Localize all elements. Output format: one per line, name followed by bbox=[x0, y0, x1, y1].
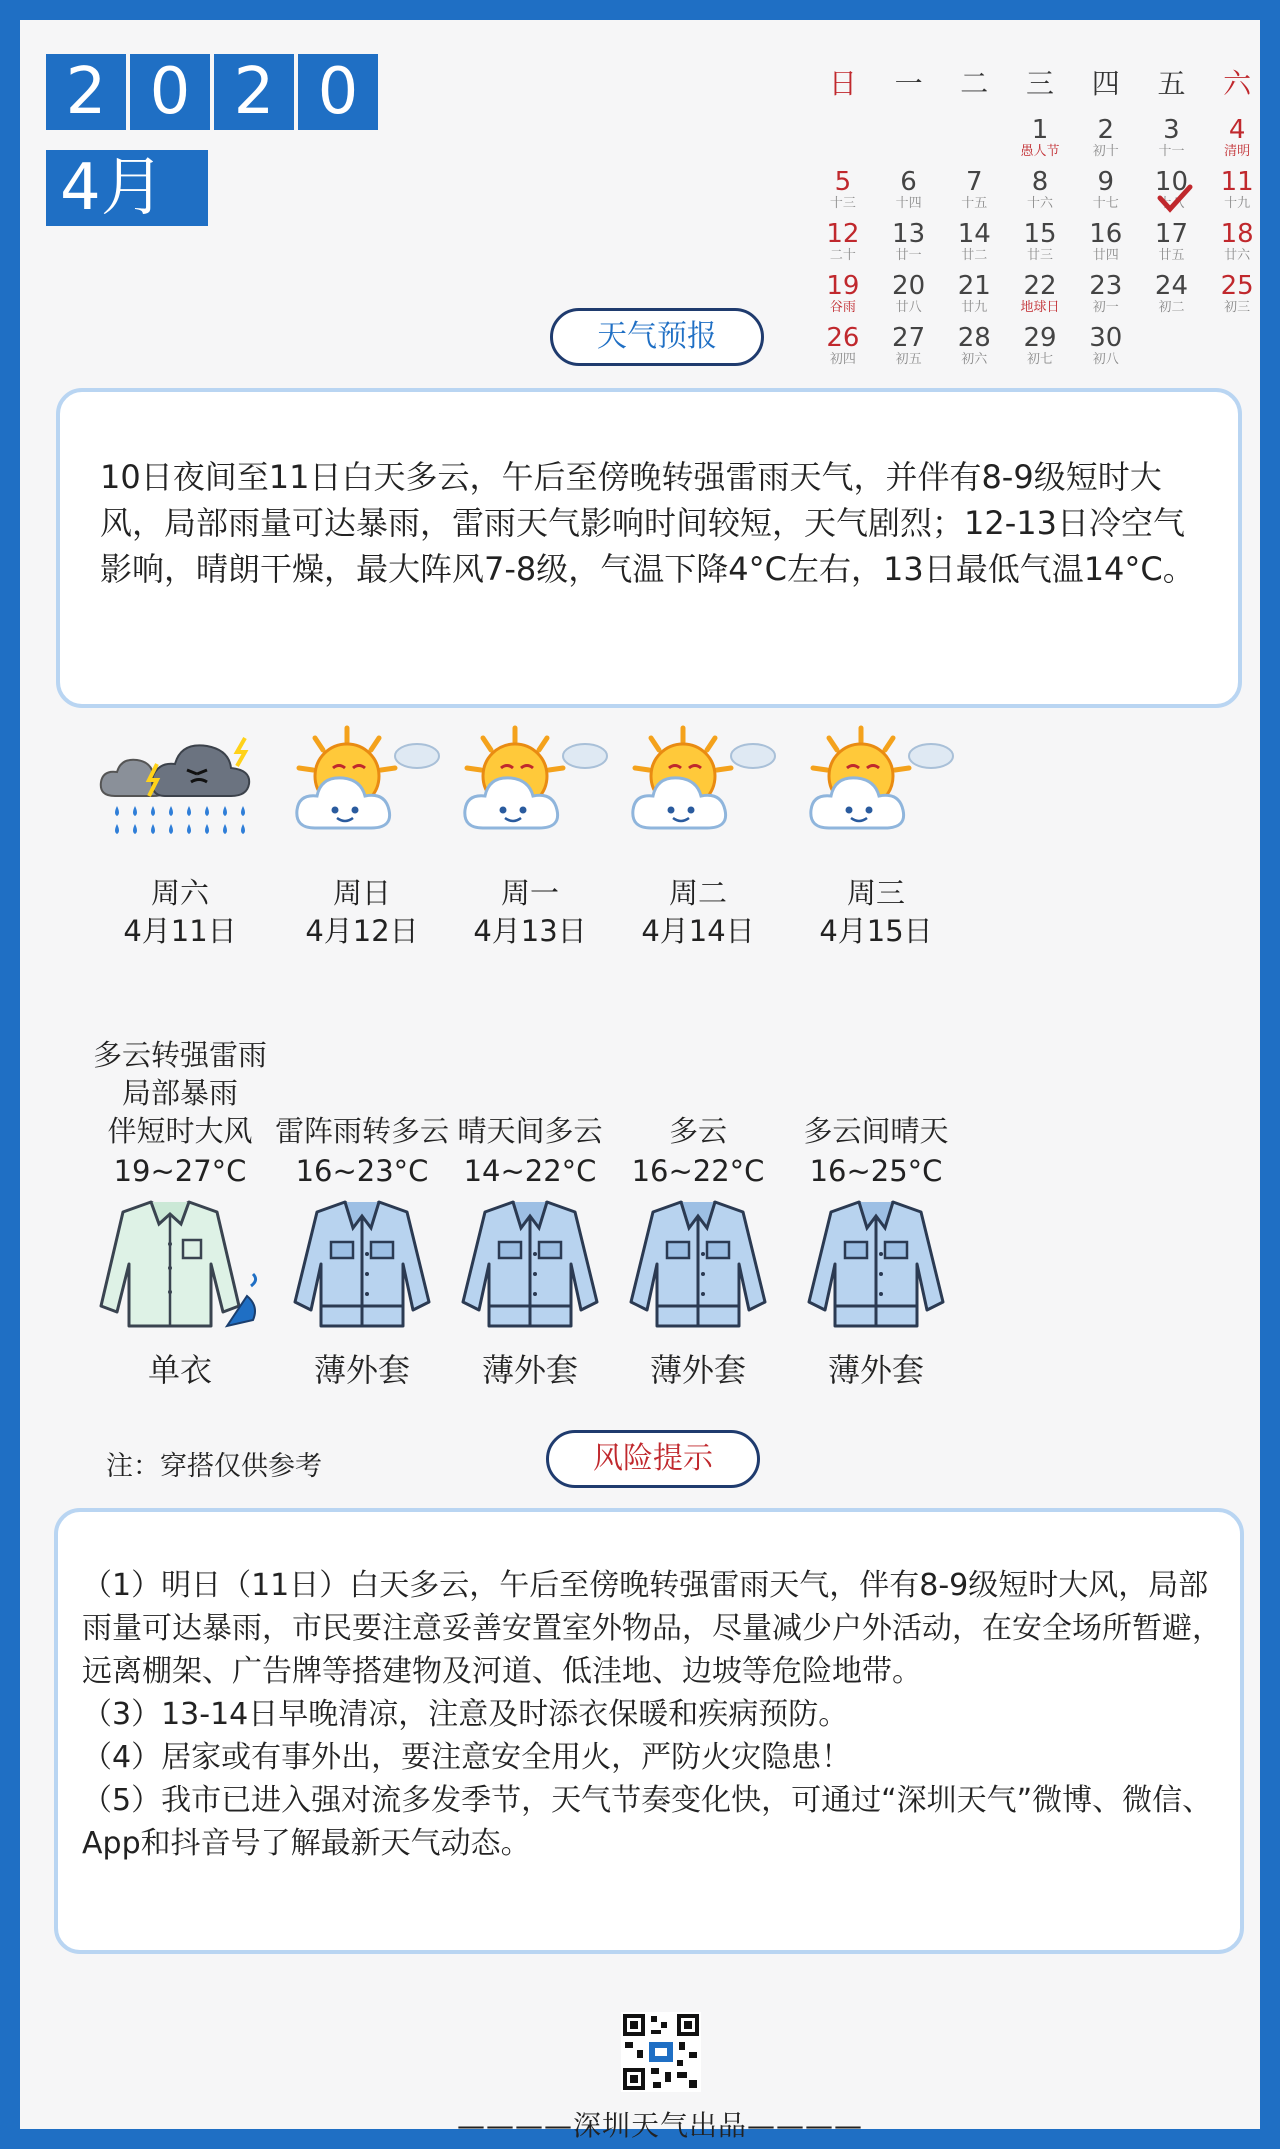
risk-box bbox=[54, 1508, 1244, 1954]
calendar-empty-cell bbox=[876, 116, 942, 168]
calendar-lunar-label: 初三 bbox=[1224, 300, 1251, 315]
forecast-weekday: 周三 bbox=[846, 876, 905, 910]
forecast-temperature: 19~27°C bbox=[113, 1154, 247, 1188]
calendar-body bbox=[810, 116, 1270, 376]
forecast-description-line: 雷阵雨转多云 bbox=[274, 1114, 449, 1148]
calendar-lunar-label: 初八 bbox=[1092, 352, 1119, 367]
calendar-weekday: 二 bbox=[960, 67, 989, 100]
calendar-lunar-label: 十六 bbox=[1027, 196, 1054, 211]
calendar-week bbox=[810, 324, 1270, 376]
calendar-day bbox=[1139, 116, 1205, 168]
forecast-weekday: 周一 bbox=[500, 876, 559, 910]
calendar-lunar-label: 初四 bbox=[829, 352, 856, 367]
forecast-day bbox=[766, 724, 986, 1389]
outfit-label: 薄外套 bbox=[827, 1351, 924, 1389]
calendar-day bbox=[1073, 116, 1139, 168]
month-tile: 4月 bbox=[46, 150, 208, 226]
calendar-lunar-label: 初一 bbox=[1092, 300, 1119, 315]
calendar-lunar-label: 廿四 bbox=[1092, 248, 1119, 263]
calendar-day bbox=[1204, 220, 1270, 272]
calendar-lunar-label: 清明 bbox=[1224, 144, 1251, 159]
outfit-note: 注：穿搭仅供参考 bbox=[106, 1451, 322, 1482]
outfit-label: 薄外套 bbox=[313, 1351, 410, 1389]
calendar-day bbox=[876, 168, 942, 220]
outfit-label: 薄外套 bbox=[649, 1351, 746, 1389]
calendar-day bbox=[1139, 272, 1205, 324]
calendar-day-number: 22 bbox=[1023, 271, 1057, 301]
month-calendar bbox=[810, 64, 1270, 376]
calendar-day-number: 23 bbox=[1089, 271, 1123, 301]
calendar-day-number: 2 bbox=[1097, 115, 1114, 145]
calendar-day bbox=[1007, 168, 1073, 220]
forecast-description bbox=[766, 1112, 986, 1150]
calendar-day bbox=[1007, 220, 1073, 272]
forecast-description-line: 晴天间多云 bbox=[457, 1114, 603, 1148]
calendar-empty-cell bbox=[1139, 324, 1205, 376]
calendar-day-number: 18 bbox=[1220, 219, 1254, 249]
calendar-lunar-label: 二十 bbox=[829, 248, 856, 263]
jacket-icon bbox=[766, 1194, 986, 1334]
calendar-lunar-label: 十五 bbox=[961, 196, 988, 211]
forecast-temperature: 16~25°C bbox=[809, 1154, 943, 1188]
calendar-week bbox=[810, 168, 1270, 220]
forecast-description-line: 伴短时大风 bbox=[107, 1114, 253, 1148]
daily-forecast bbox=[80, 724, 1240, 1424]
calendar-day-number: 15 bbox=[1023, 219, 1057, 249]
calendar-day-number: 13 bbox=[892, 219, 926, 249]
calendar-week bbox=[810, 116, 1270, 168]
calendar-day-number: 9 bbox=[1097, 167, 1114, 197]
calendar-week bbox=[810, 220, 1270, 272]
calendar-weekday: 日 bbox=[828, 67, 857, 100]
calendar-day-number: 28 bbox=[957, 323, 991, 353]
calendar-day bbox=[810, 324, 876, 376]
forecast-date: 4月14日 bbox=[641, 914, 755, 948]
calendar-day-number: 17 bbox=[1154, 219, 1188, 249]
year-digit: 2 bbox=[214, 54, 294, 130]
calendar-day-number: 1 bbox=[1031, 115, 1049, 145]
calendar-lunar-label: 十四 bbox=[895, 196, 922, 211]
risk-tips-list bbox=[82, 1564, 1232, 1865]
forecast-description-line: 多云 bbox=[668, 1114, 727, 1148]
qr-code-icon bbox=[621, 2012, 701, 2092]
calendar-day-number: 27 bbox=[892, 323, 926, 353]
calendar-lunar-label: 廿五 bbox=[1158, 248, 1185, 263]
forecast-description-line: 局部暴雨 bbox=[121, 1076, 238, 1110]
forecast-weekday: 周六 bbox=[150, 876, 209, 910]
calendar-day-number: 10 bbox=[1154, 167, 1188, 197]
calendar-day bbox=[1073, 272, 1139, 324]
calendar-day-number: 24 bbox=[1154, 271, 1188, 301]
calendar-day-number: 19 bbox=[826, 271, 860, 301]
calendar-lunar-label: 愚人节 bbox=[1020, 144, 1060, 159]
calendar-weekday: 四 bbox=[1091, 67, 1120, 100]
calendar-day-number: 6 bbox=[900, 167, 917, 197]
calendar-day-number: 30 bbox=[1089, 323, 1123, 353]
calendar-day bbox=[1007, 272, 1073, 324]
calendar-empty-cell bbox=[1204, 324, 1270, 376]
calendar-week bbox=[810, 272, 1270, 324]
sun-cloud-icon bbox=[766, 724, 986, 844]
calendar-day bbox=[1139, 220, 1205, 272]
calendar-lunar-label: 廿八 bbox=[895, 300, 922, 315]
calendar-day bbox=[1204, 272, 1270, 324]
calendar-day bbox=[941, 272, 1007, 324]
calendar-lunar-label: 十七 bbox=[1092, 196, 1119, 211]
calendar-day bbox=[941, 168, 1007, 220]
forecast-text: 10日夜间至11日白天多云，午后至傍晚转强雷雨天气，并伴有8-9级短时大风，局部雨量可达暴雨，雷雨天气影响时间较短，天气剧烈；12-13日冷空气影响，晴朗干燥，最大阵风7-8级，气温下降4°C左右，13日最低气温14°C。 bbox=[100, 458, 1195, 588]
calendar-day bbox=[876, 324, 942, 376]
calendar-day-number: 4 bbox=[1228, 115, 1246, 145]
forecast-desc-area bbox=[766, 1014, 986, 1190]
calendar-weekday-header bbox=[810, 64, 1270, 116]
calendar-lunar-label: 谷雨 bbox=[829, 300, 856, 315]
calendar-day-number: 20 bbox=[892, 271, 926, 301]
calendar-day-number: 12 bbox=[826, 219, 860, 249]
calendar-lunar-label: 十八 bbox=[1158, 196, 1185, 211]
calendar-day-number: 25 bbox=[1220, 271, 1254, 301]
calendar-lunar-label: 十三 bbox=[829, 196, 856, 211]
calendar-day-number: 5 bbox=[834, 167, 852, 197]
calendar-day bbox=[810, 220, 876, 272]
forecast-weekday: 周日 bbox=[332, 876, 391, 910]
calendar-day-number: 7 bbox=[966, 167, 983, 197]
calendar-weekday: 六 bbox=[1223, 67, 1252, 100]
risk-tip: （3）13-14日早晚清凉，注意及时添衣保暖和疾病预防。 bbox=[82, 1697, 849, 1732]
calendar-weekday: 五 bbox=[1157, 67, 1186, 100]
forecast-temperature: 14~22°C bbox=[463, 1154, 597, 1188]
risk-tip: （1）明日（11日）白天多云，午后至傍晚转强雷雨天气，伴有8-9级短时大风，局部雨量可达暴雨，市民要注意妥善安置室外物品，尽量减少户外活动，在安全场所暂避，远离棚架、广告牌等搭建物及河道、低洼地、边坡等危险地带。 bbox=[82, 1568, 1222, 1689]
calendar-day bbox=[1139, 168, 1205, 220]
forecast-banner: 天气预报 bbox=[550, 308, 764, 366]
calendar-day bbox=[1007, 116, 1073, 168]
calendar-day-number: 26 bbox=[826, 323, 860, 353]
forecast-date: 4月13日 bbox=[473, 914, 587, 948]
calendar-day bbox=[810, 168, 876, 220]
checkmark-icon bbox=[1157, 184, 1193, 214]
calendar-lunar-label: 廿六 bbox=[1224, 248, 1251, 263]
risk-banner: 风险提示 bbox=[546, 1430, 760, 1488]
calendar-lunar-label: 地球日 bbox=[1020, 300, 1060, 315]
forecast-box bbox=[56, 388, 1242, 708]
calendar-weekday: 一 bbox=[894, 67, 923, 100]
calendar-day bbox=[1073, 220, 1139, 272]
calendar-lunar-label: 初二 bbox=[1158, 300, 1185, 315]
calendar-day-number: 16 bbox=[1089, 219, 1123, 249]
calendar-day bbox=[1007, 324, 1073, 376]
calendar-lunar-label: 十九 bbox=[1224, 196, 1251, 211]
footer-credit: ————深圳天气出品———— bbox=[456, 2109, 863, 2142]
forecast-description-line: 多云间晴天 bbox=[803, 1114, 949, 1148]
calendar-day bbox=[1204, 116, 1270, 168]
year-digit: 2 bbox=[46, 54, 126, 130]
calendar-lunar-label: 廿二 bbox=[961, 248, 988, 263]
calendar-lunar-label: 廿一 bbox=[895, 248, 922, 263]
forecast-temperature: 16~22°C bbox=[631, 1154, 765, 1188]
risk-tip: （5）我市已进入强对流多发季节，天气节奏变化快，可通过“深圳天气”微博、微信、App和抖音号了解最新天气动态。 bbox=[82, 1783, 1213, 1861]
calendar-day bbox=[1073, 324, 1139, 376]
calendar-lunar-label: 初七 bbox=[1027, 352, 1054, 367]
calendar-day-number: 8 bbox=[1031, 167, 1049, 197]
calendar-empty-cell bbox=[941, 116, 1007, 168]
calendar-day bbox=[1204, 168, 1270, 220]
forecast-date: 4月15日 bbox=[819, 914, 933, 948]
calendar-day-number: 3 bbox=[1163, 115, 1180, 145]
calendar-lunar-label: 廿三 bbox=[1027, 248, 1054, 263]
calendar-day bbox=[876, 272, 942, 324]
calendar-day-number: 21 bbox=[957, 271, 991, 301]
calendar-day bbox=[941, 220, 1007, 272]
calendar-lunar-label: 廿九 bbox=[961, 300, 988, 315]
year-digit: 0 bbox=[298, 54, 378, 130]
calendar-day bbox=[876, 220, 942, 272]
calendar-weekday: 三 bbox=[1026, 67, 1055, 100]
outfit-label: 薄外套 bbox=[481, 1351, 578, 1389]
calendar-day bbox=[1073, 168, 1139, 220]
calendar-day bbox=[810, 272, 876, 324]
calendar-day-number: 11 bbox=[1220, 167, 1254, 197]
forecast-temperature: 16~23°C bbox=[295, 1154, 429, 1188]
calendar-lunar-label: 初十 bbox=[1092, 144, 1119, 159]
calendar-day-number: 29 bbox=[1023, 323, 1057, 353]
outfit-label: 单衣 bbox=[147, 1351, 212, 1389]
risk-tip: （4）居家或有事外出，要注意安全用火，严防火灾隐患！ bbox=[82, 1740, 852, 1775]
calendar-day bbox=[941, 324, 1007, 376]
forecast-date: 4月12日 bbox=[305, 914, 419, 948]
calendar-lunar-label: 十一 bbox=[1158, 144, 1185, 159]
calendar-empty-cell bbox=[810, 116, 876, 168]
calendar-lunar-label: 初五 bbox=[895, 352, 922, 367]
calendar-day-number: 14 bbox=[957, 219, 991, 249]
year-digit: 0 bbox=[130, 54, 210, 130]
calendar-lunar-label: 初六 bbox=[961, 352, 988, 367]
forecast-date: 4月11日 bbox=[123, 914, 237, 948]
forecast-description-line: 多云转强雷雨 bbox=[92, 1038, 267, 1072]
forecast-weekday: 周二 bbox=[668, 876, 727, 910]
